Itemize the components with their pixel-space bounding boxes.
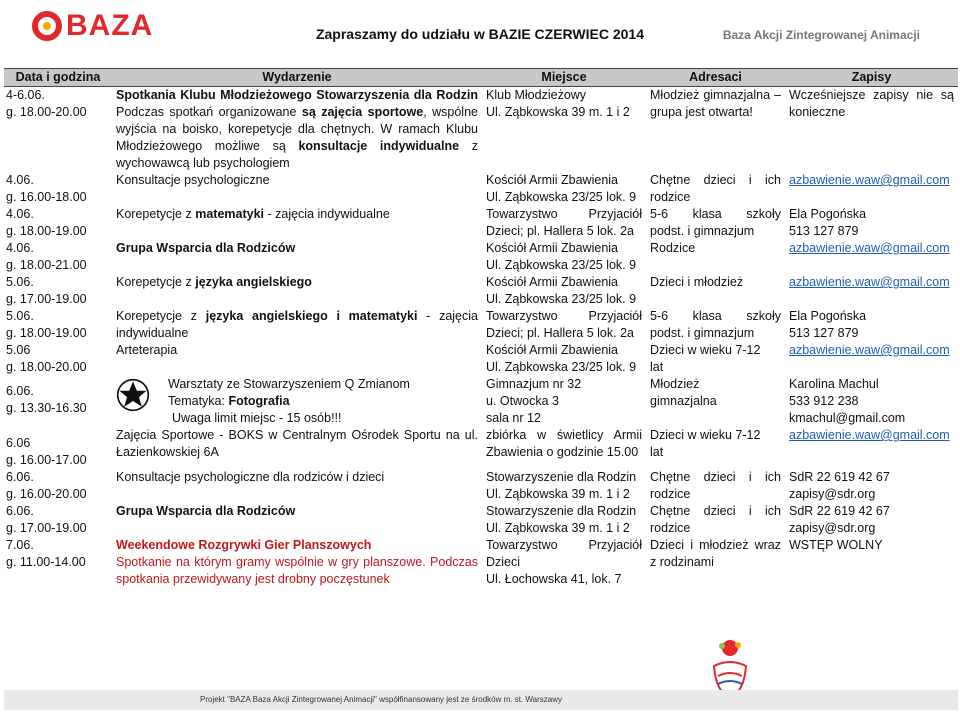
place-room: sala nr 12 <box>486 411 541 425</box>
event-text: Korepetycje z <box>116 275 196 289</box>
table-header-row <box>4 69 958 87</box>
page-title: Zapraszamy do udziału w BAZIE CZERWIEC 2014 <box>315 26 645 42</box>
header-target: Adresaci <box>646 69 785 87</box>
organization-name: Baza Akcji Zintegrowanej Animacji <box>722 28 920 42</box>
event-cell: Konsultacje psychologiczne dla rodziców i dzieci <box>116 470 385 484</box>
event-title: Spotkania Klubu Młodzieżowego Stowarzyszenia dla Rodzin <box>116 88 478 102</box>
event-description: Spotkanie na którym gramy wspólnie w gry planszowe. Podczas spotkania przewidywany jest drobny poczęstunek <box>116 555 478 586</box>
email-link[interactable]: azbawienie.waw@gmail.com <box>789 173 950 187</box>
email-link[interactable]: azbawienie.waw@gmail.com <box>789 275 950 289</box>
table-row <box>4 308 958 342</box>
logo-text: BAZA <box>66 9 154 42</box>
place-name: Kościół Armii Zbawienia <box>486 173 618 187</box>
date: 4.06. <box>6 173 34 187</box>
time: g. 11.00-14.00 <box>6 555 86 569</box>
place-name: Kościół Armii Zbawienia <box>486 343 618 357</box>
place-cell <box>482 537 646 588</box>
date-cell <box>4 172 112 206</box>
target-line: Dzieci w wieku 7-12 <box>650 343 761 357</box>
date: 5.06 <box>6 343 31 357</box>
schedule-table <box>4 68 958 588</box>
time: g. 16.00-18.00 <box>6 190 87 204</box>
footer-note: Projekt "BAZA Baza Akcji Zintegrowanej Animacji" współfinansowany jest ze środków m. st. Warszawy <box>4 690 958 710</box>
place-address: Ul. Ząbkowska 23/25 lok. 9 <box>486 258 637 272</box>
place-cell: zbiórka w świetlicy Armii Zbawienia o godzinie 15.00 <box>486 428 642 459</box>
email-link[interactable]: azbawienie.waw@gmail.com <box>789 428 950 442</box>
signup-cell <box>785 172 958 206</box>
place-name: Stowarzyszenie dla Rodzin <box>486 470 637 484</box>
time: g. 18.00-19.00 <box>6 224 87 238</box>
place-name: Towarzystwo Przyjaciół <box>486 309 642 323</box>
place-cell <box>482 240 646 274</box>
event-highlight: języka angielskiego <box>195 275 312 289</box>
time: g. 17.00-19.00 <box>6 521 87 535</box>
event-text: , wspólne wyjścia na boisko, korepetycje dla chętnych. W ramach Klubu Młodzieżowego możliwe są <box>116 105 478 153</box>
event-text: z wychowawcą lub psychologiem <box>116 139 478 170</box>
contact-email: zapisy@sdr.org <box>789 487 876 501</box>
signup-cell: WSTĘP WOLNY <box>789 538 883 552</box>
contact-phone: 513 127 879 <box>789 326 859 340</box>
date-cell <box>4 503 112 537</box>
event-cell <box>112 537 482 588</box>
target-cell: Młodzież gimnazjalna – grupa jest otwarta! <box>650 88 781 119</box>
contact-phone: 513 127 879 <box>789 224 859 238</box>
header-signup: Zapisy <box>785 69 958 87</box>
table-row <box>4 469 958 503</box>
contact-phone: SdR 22 619 42 67 <box>789 470 890 484</box>
workshop-title: Warsztaty ze Stowarzyszeniem Q Zmianom <box>168 377 410 391</box>
date: 6.06 <box>6 436 31 450</box>
event-cell <box>112 376 482 427</box>
date-cell <box>4 469 112 503</box>
event-highlight: matematyki <box>195 207 265 221</box>
date-cell <box>4 427 112 469</box>
signup-cell <box>785 206 958 240</box>
header-event: Wydarzenie <box>112 69 482 87</box>
table-row <box>4 240 958 274</box>
place-address: Dzieci; pl. Hallera 5 lok. 2a <box>486 224 634 238</box>
date-cell <box>4 308 112 342</box>
target-cell <box>646 206 785 240</box>
place-name: Kościół Armii Zbawienia <box>486 275 618 289</box>
target-cell <box>646 342 785 376</box>
target-cell: Dzieci i młodzież wraz z rodzinami <box>650 538 781 569</box>
target-line: Dzieci w wieku 7-12 <box>650 428 761 442</box>
place-address: Dzieci; pl. Hallera 5 lok. 2a <box>486 326 634 340</box>
target-line: lat <box>650 445 664 459</box>
event-cell: Zajęcia Sportowe - BOKS w Centralnym Ośrodek Sportu na ul. Łazienkowskiej 6A <box>116 428 478 459</box>
target-cell: Dzieci i młodzież <box>650 275 744 289</box>
target-line: podst. i gimnazjum <box>650 326 755 340</box>
date-cell <box>4 376 112 427</box>
target-line: 5-6 klasa szkoły <box>650 309 781 323</box>
target-cell: Chętne dzieci i ich rodzice <box>650 504 781 535</box>
table-row <box>4 503 958 537</box>
workshop-text <box>168 376 478 427</box>
table-row <box>4 274 958 308</box>
star-icon <box>116 378 150 412</box>
place-address: Ul. Ząbkowska 23/25 lok. 9 <box>486 292 637 306</box>
event-cell: Grupa Wsparcia dla Rodziców <box>116 241 296 255</box>
target-cell: Chętne dzieci i ich rodzice <box>650 173 781 204</box>
event-text: Korepetycje z <box>116 207 196 221</box>
signup-cell <box>785 503 958 537</box>
date: 6.06. <box>6 504 34 518</box>
event-text: Podczas spotkań organizowane <box>116 105 302 119</box>
place-name: Stowarzyszenie dla Rodzin <box>486 504 637 518</box>
table-row <box>4 376 958 427</box>
time: g. 18.00-20.00 <box>6 360 87 374</box>
contact-name: Ela Pogońska <box>789 207 867 221</box>
target-cell <box>646 308 785 342</box>
date: 6.06. <box>6 384 34 398</box>
header-date: Data i godzina <box>4 69 112 87</box>
place-cell <box>482 172 646 206</box>
table-row <box>4 172 958 206</box>
target-cell: Chętne dzieci i ich rodzice <box>650 470 781 501</box>
contact-name: Karolina Machul <box>789 377 879 391</box>
contact-email: zapisy@sdr.org <box>789 521 876 535</box>
email-link[interactable]: azbawienie.waw@gmail.com <box>789 241 950 255</box>
date-cell <box>4 537 112 588</box>
time: g. 18.00-21.00 <box>6 258 87 272</box>
contact-name: Ela Pogońska <box>789 309 867 323</box>
target-line: lat <box>650 360 664 374</box>
contact-phone: SdR 22 619 42 67 <box>789 504 890 518</box>
place-cell <box>482 342 646 376</box>
event-text: Korepetycje z <box>116 309 206 323</box>
signup-cell <box>785 342 958 376</box>
event-cell: Arteterapia <box>116 343 178 357</box>
workshop-limit: Uwaga limit miejsc - 15 osób!!! <box>172 411 342 425</box>
target-line: 5-6 klasa szkoły <box>650 207 781 221</box>
time: g. 16.00-17.00 <box>6 453 87 467</box>
event-highlight: języka angielskiego i matematyki <box>205 309 418 323</box>
date: 5.06. <box>6 309 34 323</box>
signup-cell <box>785 274 958 308</box>
date: 4.06. <box>6 241 34 255</box>
signup-cell: Wcześniejsze zapisy nie są konieczne <box>789 88 954 119</box>
date-cell <box>4 206 112 240</box>
event-cell <box>112 274 482 308</box>
place-name: Kościół Armii Zbawienia <box>486 241 618 255</box>
page-header <box>0 0 960 60</box>
place-address: Ul. Ząbkowska 23/25 lok. 9 <box>486 190 637 204</box>
table-row <box>4 206 958 240</box>
place-name: Klub Młodzieżowy <box>486 88 587 102</box>
place-cell <box>482 503 646 537</box>
date-cell <box>4 274 112 308</box>
place-address: Ul. Ząbkowska 23/25 lok. 9 <box>486 360 637 374</box>
date: 4.06. <box>6 207 34 221</box>
signup-cell <box>785 469 958 503</box>
table-row <box>4 87 958 173</box>
target-line: podst. i gimnazjum <box>650 224 755 238</box>
signup-cell <box>785 308 958 342</box>
date-cell <box>4 240 112 274</box>
place-cell <box>482 274 646 308</box>
place-cell <box>482 87 646 173</box>
target-cell <box>646 376 785 427</box>
date: 4-6.06. <box>6 88 45 102</box>
time: g. 18.00-19.00 <box>6 326 87 340</box>
time: g. 17.00-19.00 <box>6 292 87 306</box>
contact-email: kmachul@gmail.com <box>789 411 906 425</box>
signup-cell <box>785 240 958 274</box>
date-cell <box>4 342 112 376</box>
place-cell <box>482 206 646 240</box>
place-name: Towarzystwo Przyjaciół <box>486 207 642 221</box>
topic-value: Fotografia <box>228 394 290 408</box>
date: 6.06. <box>6 470 34 484</box>
signup-cell <box>785 376 958 427</box>
event-cell: Konsultacje psychologiczne <box>116 173 270 187</box>
place-name: Gimnazjum nr 32 <box>486 377 582 391</box>
place-name-cont: Dzieci <box>486 555 521 569</box>
event-text: - zajęcia indywidualne <box>116 309 478 340</box>
place-address: Ul. Ząbkowska 39 m. 1 i 2 <box>486 487 630 501</box>
time: g. 18.00-20.00 <box>6 105 87 119</box>
event-cell: Grupa Wsparcia dla Rodziców <box>116 504 296 518</box>
place-address: Ul. Łochowska 41, lok. 7 <box>486 572 622 586</box>
target-line: Młodzież <box>650 377 700 391</box>
event-title: Weekendowe Rozgrywki Gier Planszowych <box>116 538 372 552</box>
event-highlight: są zajęcia sportowe <box>301 105 424 119</box>
target-line: gimnazjalna <box>650 394 717 408</box>
time: g. 16.00-20.00 <box>6 487 87 501</box>
place-cell <box>482 469 646 503</box>
date: 5.06. <box>6 275 34 289</box>
workshop-block <box>116 376 478 427</box>
workshop-topic <box>168 393 478 410</box>
time: g. 13.30-16.30 <box>6 401 87 415</box>
event-cell <box>112 308 482 342</box>
table-row <box>4 427 958 469</box>
place-address: Ul. Ząbkowska 39 m. 1 i 2 <box>486 105 630 119</box>
table-row <box>4 537 958 588</box>
topic-label: Tematyka: <box>168 394 229 408</box>
place-address: Ul. Ząbkowska 39 m. 1 i 2 <box>486 521 630 535</box>
email-link[interactable]: azbawienie.waw@gmail.com <box>789 343 950 357</box>
place-cell <box>482 376 646 427</box>
place-name: Towarzystwo Przyjaciół <box>486 538 642 552</box>
event-highlight: konsultacje indywidualne <box>298 139 460 153</box>
date: 7.06. <box>6 538 34 552</box>
place-cell <box>482 308 646 342</box>
target-cell: Rodzice <box>650 241 696 255</box>
place-address: u. Otwocka 3 <box>486 394 559 408</box>
event-cell <box>112 206 482 240</box>
header-place: Miejsce <box>482 69 646 87</box>
event-cell <box>112 87 482 173</box>
date-cell <box>4 87 112 173</box>
event-text: - zajęcia indywidualne <box>264 207 390 221</box>
contact-phone: 533 912 238 <box>789 394 859 408</box>
signup-cell <box>785 427 958 469</box>
target-cell <box>646 427 785 469</box>
table-row <box>4 342 958 376</box>
